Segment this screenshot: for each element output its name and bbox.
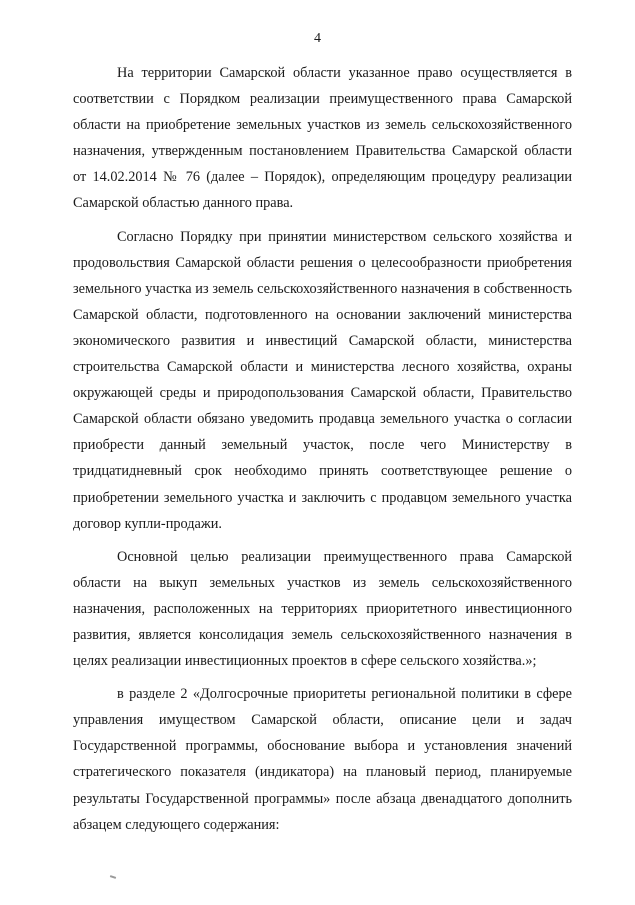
- page-number: 4: [314, 31, 321, 46]
- paragraph-preemptive-right-procedure: На территории Самарской области указанное право осуществляется в соответствии с Порядком реализации преимущественного права Самарской области на приобретение земельных участков из земель сельскохозяйственного назначения, утвержденным постановлением Правительства Самарской области от 14.02.2014 № 76 (далее – Порядок), определяющим процедуру реализации Самарской областью данного права.: [73, 65, 572, 212]
- document-body: [73, 60, 572, 845]
- paragraph-section-2-amendment: в разделе 2 «Долгосрочные приоритеты региональной политики в сфере управления имуществом Самарской области, описание цели и задач Государственной программы, обоснование выбора и установления значений стратегического показателя (индикатора) на плановый период, планируемые результаты Государственной программы» после абзаца двенадцатого дополнить абзацем следующего содержания:: [73, 686, 572, 833]
- scan-artifact: [110, 875, 116, 879]
- paragraph-main-goal: Основной целью реализации преимущественного права Самарской области на выкуп земельных участков из земель сельскохозяйственного назначения, расположенных на территориях приоритетного инвестиционного развития, является консолидация земель сельскохозяйственного назначения в целях реализации инвестиционных проектов в сфере сельского хозяйства.»;: [73, 548, 572, 670]
- paragraph-procedure-description: Согласно Порядку при принятии министерством сельского хозяйства и продовольствия Самарской области решения о целесообразности приобретения земельного участка из земель сельскохозяйственного назначения в собственность Самарской области, подготовленного на основании заключений министерства экономического развития и инвестиций Самарской области, министерства строительства Самарской области и министерства лесного хозяйства, охраны окружающей среды и природопользования Самарской области, Правительство Самарской области обязано уведомить продавца земельного участка о согласии приобрести данный земельный участок, после чего Министерству в тридцатидневный срок необходимо принять соответствующее решение о приобретении земельного участка и заключить с продавцом земельного участка договор купли-продажи.: [73, 228, 572, 532]
